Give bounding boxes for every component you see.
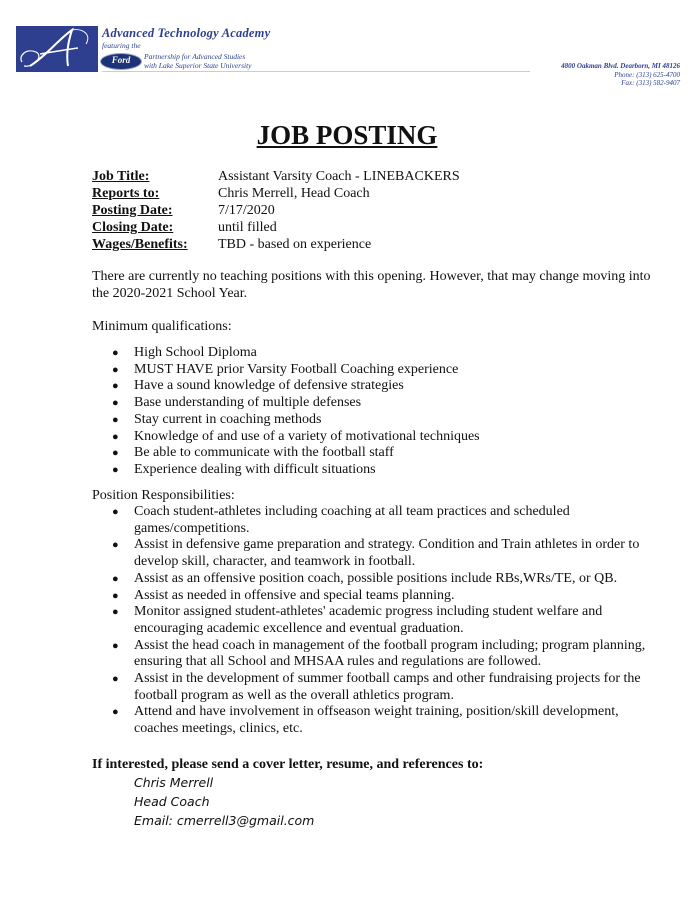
partnership-line-1: Partnership for Advanced Studies (144, 52, 246, 61)
org-name: Advanced Technology Academy (102, 26, 271, 40)
bullet-icon: ● (112, 430, 119, 443)
detail-value: Assistant Varsity Coach - LINEBACKERS (218, 169, 460, 184)
list-item (112, 361, 654, 379)
detail-row-job-title (92, 168, 460, 185)
detail-row-posting-date (92, 202, 460, 219)
list-item-text: Coach student-athletes including coaching at all team practices and scheduled games/competitions. (134, 504, 570, 536)
list-item (112, 345, 654, 362)
bullet-icon: ● (112, 506, 119, 518)
list-item (112, 395, 654, 412)
ford-logo (100, 53, 142, 70)
intro-paragraph: There are currently no teaching positions with this opening. However, that may change moving into the 2020-2021 School Year. (92, 269, 651, 301)
contact-role: Head Coach (134, 794, 210, 809)
detail-row-reports-to (92, 185, 460, 202)
letterhead (16, 22, 680, 87)
detail-value: TBD - based on experience (218, 237, 372, 252)
list-item (112, 461, 654, 479)
bullet-icon: ● (112, 706, 119, 719)
list-item-text: Assist as needed in offensive and special teams planning. (134, 587, 455, 603)
list-item (112, 537, 654, 570)
bullet-icon: ● (112, 363, 119, 376)
bullet-icon: ● (112, 589, 119, 602)
list-item-text: Stay current in coaching methods (134, 411, 322, 427)
bullet-icon: ● (112, 606, 119, 619)
responsibilities-heading: Position Responsibilities: (92, 488, 235, 503)
bullet-icon: ● (112, 413, 119, 426)
fax-number: Fax: (313) 582-9407 (621, 79, 680, 87)
list-item (112, 428, 654, 446)
featuring-text: featuring the (102, 41, 141, 50)
list-item (112, 411, 654, 429)
list-item-text: Attend and have involvement in offseason weight training, position/skill development, coaches meetings, clinics, etc. (134, 704, 619, 737)
bullet-icon: ● (112, 463, 119, 476)
list-item-text: Be able to communicate with the football staff (134, 445, 394, 461)
detail-row-closing-date (92, 219, 460, 236)
list-item-text: Assist as an offensive position coach, possible positions include RBs,WRs/TE, or QB. (134, 570, 618, 586)
list-item-text: Assist in defensive game preparation and strategy. Condition and Train athletes in order to develop skill, character, and teamwork in football. (134, 537, 640, 570)
bullet-icon: ● (112, 447, 119, 460)
letterhead-divider (102, 71, 530, 72)
list-item-text: MUST HAVE prior Varsity Football Coaching experience (134, 361, 459, 377)
list-item (112, 704, 654, 737)
list-item-text: High School Diploma (134, 345, 257, 360)
partnership-line-2: with Lake Superior State University (144, 61, 252, 70)
list-item (112, 445, 654, 462)
list-item-text: Base understanding of multiple defenses (134, 395, 362, 411)
ford-logo-text: Ford (111, 55, 131, 65)
script-a-logo-icon (16, 26, 98, 72)
contact-email[interactable]: Email: cmerrell3@gmail.com (134, 813, 315, 828)
contact-name: Chris Merrell (134, 775, 214, 790)
phone-number: Phone: (313) 625-4700 (614, 70, 680, 79)
bullet-icon: ● (112, 539, 119, 552)
list-item-text: Have a sound knowledge of defensive strategies (134, 378, 404, 394)
bullet-icon: ● (112, 380, 119, 393)
responsibilities-list (112, 504, 654, 738)
list-item-text: Assist the head coach in management of the football program including; program planning, ensuring that all School and MHSAA rules and regulations are followed. (134, 637, 646, 670)
detail-label: Posting Date: (92, 203, 173, 218)
page-title: JOB POSTING (256, 120, 438, 150)
list-item (112, 378, 654, 395)
detail-label: Reports to: (92, 186, 160, 201)
bullet-icon: ● (112, 397, 119, 410)
list-item-text: Experience dealing with difficult situations (134, 461, 376, 477)
contact-call-to-action: If interested, please send a cover letter, resume, and references to: (92, 757, 484, 772)
list-item (112, 604, 654, 637)
detail-value: until filled (218, 220, 277, 235)
bullet-icon: ● (112, 639, 119, 652)
list-item-text: Knowledge of and use of a variety of motivational techniques (134, 428, 480, 444)
list-item-text: Monitor assigned student-athletes' academic progress including student welfare and encouraging academic excellence and eventual graduation. (134, 604, 603, 636)
list-item (112, 570, 654, 588)
detail-value: 7/17/2020 (218, 203, 275, 218)
bullet-icon: ● (112, 673, 119, 686)
list-item (112, 504, 654, 537)
street-address: 4800 Oakman Blvd. Dearborn, MI 48126 (561, 62, 680, 70)
contact-block (134, 773, 314, 830)
academy-logo (16, 26, 98, 72)
job-details (92, 168, 460, 253)
detail-label: Wages/Benefits: (92, 237, 188, 252)
list-item-text: Assist in the development of summer football camps and other fundraising projects for the football program as well as the overall athletics program. (134, 671, 641, 703)
address-block (561, 62, 680, 88)
bullet-icon: ● (112, 347, 119, 359)
bullet-icon: ● (112, 572, 119, 585)
min-qualifications-heading: Minimum qualifications: (92, 319, 232, 334)
detail-label: Closing Date: (92, 220, 174, 235)
min-qualifications-list (112, 345, 654, 479)
detail-label: Job Title: (92, 169, 150, 184)
list-item (112, 587, 654, 605)
list-item (112, 671, 654, 704)
detail-value: Chris Merrell, Head Coach (218, 186, 370, 201)
list-item (112, 637, 654, 671)
detail-row-wages (92, 236, 460, 253)
